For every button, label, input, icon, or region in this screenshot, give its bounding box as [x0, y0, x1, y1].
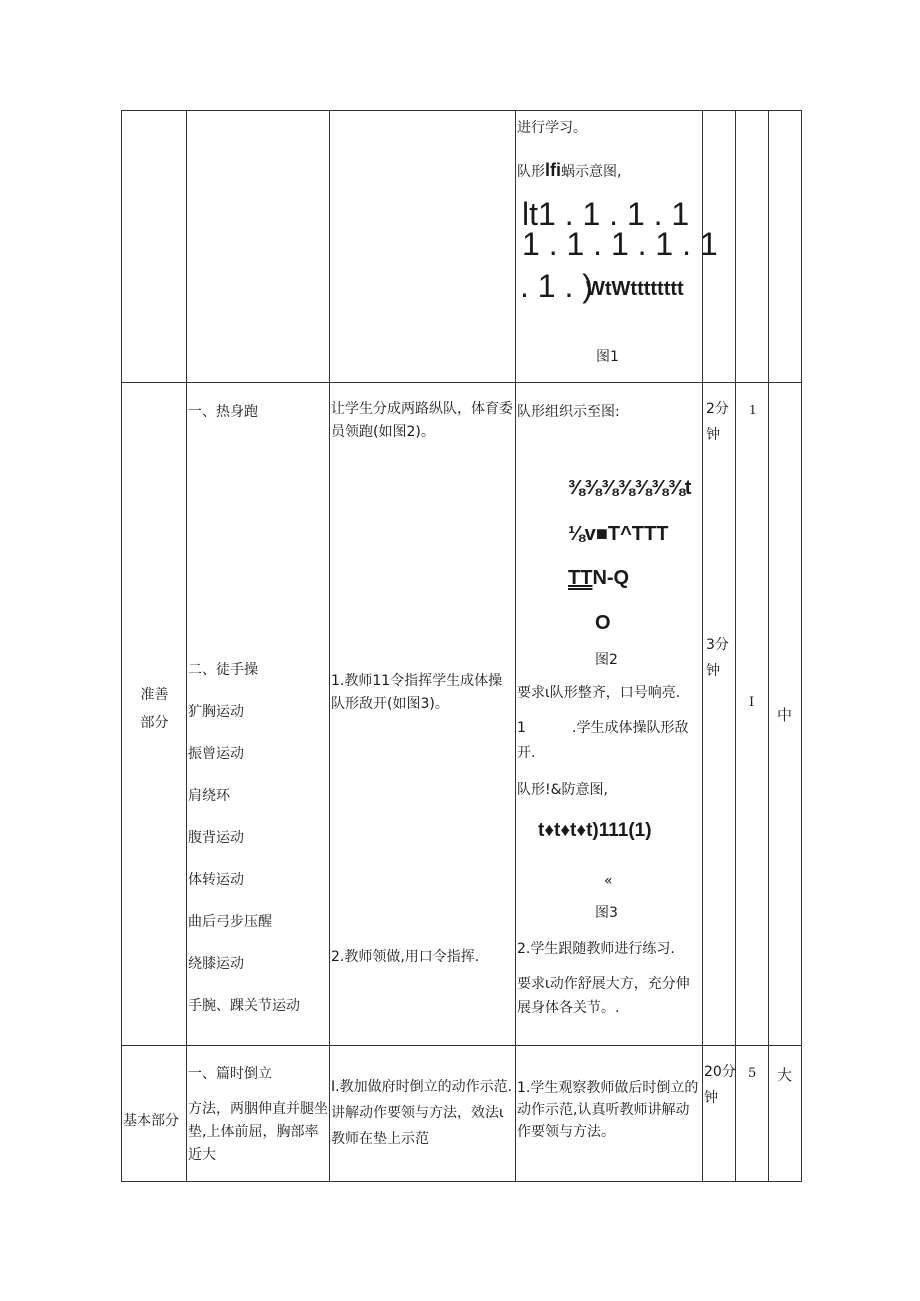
time-value: 20分 钟 [704, 1064, 736, 1106]
exercise-item: 肩绕环 [188, 788, 230, 804]
count-value: 1 [749, 403, 757, 417]
student-cell [516, 111, 718, 383]
exercise-item: 犷胸运动 [188, 704, 244, 720]
formation-diagram-2-line1: ⅜⅜⅜⅜⅜⅜⅜t [568, 477, 692, 499]
formation-diagram-2-line2: ⅛v■T^TTT [568, 523, 669, 545]
lesson-plan-table [121, 110, 802, 1182]
section-cell [122, 111, 187, 383]
count-cell [736, 383, 769, 1046]
exercise-item: 绕膝运动 [188, 956, 244, 972]
student-cell [516, 1046, 703, 1182]
method-description: 方法，两胭伸直并腿坐垫,上体前屈，胸部率近大 [188, 1101, 328, 1163]
section-cell [122, 383, 187, 1046]
formation-caption: 队形!&防意图, [517, 782, 608, 798]
formation-diagram-1-line1: lt1 . 1 . 1 . 1 [522, 196, 690, 232]
exercise-item: 曲后弓步压醒 [188, 914, 272, 930]
teacher-instruction: I.教加做府时倒立的动作示范.讲解动作要领与方法，效法ι教师在垫上示范 [331, 1079, 513, 1147]
figure-3-label: 图3 [595, 905, 618, 921]
section-label: 准善 部分 [140, 687, 169, 731]
formation-diagram-2-line3: TTN-Q [568, 567, 630, 589]
quote-mark: « [604, 873, 613, 889]
step-number: 1 [517, 720, 526, 736]
figure-2-label: 图2 [595, 652, 618, 668]
intensity-cell [769, 111, 802, 383]
formation-intro: 队形组织示至图: [517, 404, 620, 420]
requirement-text: 要求ι队形整齐，口号响亮. [517, 685, 681, 701]
formation-diagram-1-line3b: WtWtttttttt [586, 278, 684, 300]
intensity-value: 大 [777, 1066, 793, 1084]
formation-diagram-1-line2: 1 . 1 . 1 . 1 . 1 [522, 226, 718, 262]
teacher-instruction: 1.教师11令指挥学生成体操队形敌开(如图3)。 [331, 673, 503, 712]
formation-diagram-1-line3a: . 1 . ) [520, 268, 593, 304]
table-row [122, 111, 802, 383]
count-cell [736, 111, 769, 383]
exercise-item: 手腕、踝关节运动 [188, 998, 300, 1014]
time-value: 2分 钟 [706, 401, 729, 443]
count-cell [736, 1046, 769, 1182]
requirement-text: 要求ι动作舒展大方，充分伸展身体各关节。. [517, 976, 690, 1016]
step-text-cont: 开. [517, 745, 536, 761]
student-cell [516, 383, 703, 1046]
formation-caption: 队形lfi蜗示意图, [517, 160, 622, 180]
formation-diagram-3: t♦t♦t♦t)111(1) [538, 820, 652, 841]
teacher-cell [330, 383, 516, 1046]
table-row [122, 1046, 802, 1182]
count-value: 5 [748, 1066, 757, 1081]
exercise-item: 腹背运动 [188, 830, 244, 846]
step-text: .学生成体操队形敌 [572, 720, 689, 736]
content-cell [187, 111, 330, 383]
intensity-cell [769, 383, 802, 1046]
content-cell [187, 383, 330, 1046]
teacher-instruction: 让学生分成两路纵队，体育委员领跑(如图2)。 [331, 401, 513, 440]
method-text: 进行学习。 [517, 120, 587, 136]
teacher-instruction: 2.教师领做,用口令指挥. [331, 949, 480, 965]
teacher-cell [330, 111, 516, 383]
figure-1-label: 图1 [596, 349, 619, 365]
time-value: 3分 钟 [706, 637, 729, 679]
exercise-item: 体转运动 [188, 872, 244, 888]
handstand-item: 一、篇时倒立 [188, 1066, 272, 1082]
time-cell [703, 1046, 736, 1182]
count-value: I [749, 695, 755, 710]
formation-diagram-2-line4: O [595, 612, 611, 634]
exercise-item: 振曾运动 [188, 746, 244, 762]
intensity-value: 中 [777, 706, 793, 724]
time-cell [703, 383, 736, 1046]
calisthenics-item: 二、徒手操 [188, 662, 258, 678]
step-text: 2.学生跟随教师进行练习. [517, 941, 675, 957]
intensity-cell [769, 1046, 802, 1182]
student-activity: 1.学生观察教师做后时倒立的动作示范,认真听教师讲解动作要领与方法。 [517, 1080, 699, 1140]
warmup-item: 一、热身跑 [188, 404, 258, 420]
content-cell [187, 1046, 330, 1182]
section-cell [122, 1046, 187, 1182]
teacher-cell [330, 1046, 516, 1182]
table-row [122, 383, 802, 1046]
section-label: 基本部分 [123, 1113, 179, 1129]
